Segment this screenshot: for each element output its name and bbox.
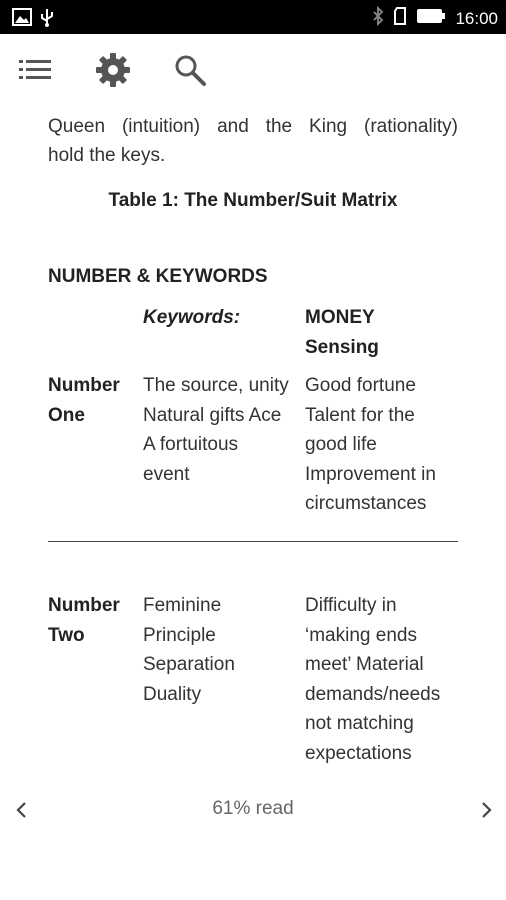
keyword-line: event bbox=[143, 463, 190, 485]
money-line: Good fortune bbox=[305, 375, 416, 396]
bluetooth-icon bbox=[372, 6, 384, 31]
reading-content bbox=[48, 112, 458, 215]
table-row-number bbox=[48, 591, 120, 650]
sim-icon bbox=[393, 7, 407, 30]
keyword-line: Feminine bbox=[143, 595, 222, 616]
keyword-line: Duality bbox=[143, 683, 202, 705]
table-header-money-line: MONEY bbox=[305, 307, 375, 328]
table-row-money bbox=[305, 371, 436, 519]
money-line: Talent for the bbox=[305, 404, 415, 426]
table-header-money bbox=[305, 303, 379, 362]
row-divider bbox=[48, 541, 458, 542]
money-line: ‘making ends bbox=[305, 624, 417, 646]
status-bar bbox=[0, 0, 506, 34]
paragraph-line: hold the keys. bbox=[48, 145, 166, 166]
money-line: demands/needs bbox=[305, 683, 441, 705]
table-row-number bbox=[48, 371, 120, 430]
battery-icon bbox=[416, 8, 446, 29]
table-header-money-line: Sensing bbox=[305, 336, 379, 358]
table-row-keywords bbox=[143, 371, 289, 489]
image-icon bbox=[12, 8, 32, 31]
table-header-keywords: Keywords: bbox=[143, 307, 241, 328]
number-label: One bbox=[48, 404, 85, 426]
reading-progress: 61% read bbox=[212, 798, 294, 819]
chevron-right-icon[interactable] bbox=[472, 796, 500, 824]
money-line: circumstances bbox=[305, 493, 427, 514]
keyword-line: The source, unity bbox=[143, 375, 289, 396]
table-row-money bbox=[305, 591, 440, 768]
money-line: Difficulty in bbox=[305, 595, 397, 616]
keyword-line: Principle bbox=[143, 624, 216, 646]
usb-icon bbox=[40, 7, 54, 32]
clock-time: 16:00 bbox=[455, 8, 498, 28]
keyword-line: Separation bbox=[143, 654, 235, 675]
keyword-line: Natural gifts Ace bbox=[143, 404, 282, 426]
number-label: Number bbox=[48, 595, 120, 616]
money-line: Improvement in bbox=[305, 463, 436, 485]
reader-footer bbox=[0, 790, 506, 830]
keyword-line: A fortuitous bbox=[143, 434, 239, 455]
gear-icon[interactable] bbox=[93, 50, 133, 90]
money-line: not matching bbox=[305, 713, 414, 734]
search-icon[interactable] bbox=[170, 50, 210, 90]
reader-toolbar bbox=[0, 34, 506, 106]
money-line: meet’ Material bbox=[305, 654, 424, 675]
list-icon[interactable] bbox=[15, 50, 55, 90]
paragraph-line: Queen (intuition) and the King (rationality) bbox=[48, 116, 458, 137]
table-row-keywords bbox=[143, 591, 235, 709]
number-label: Number bbox=[48, 375, 120, 396]
number-label: Two bbox=[48, 624, 85, 646]
money-line: good life bbox=[305, 434, 377, 455]
table-caption: Table 1: The Number/Suit Matrix bbox=[108, 190, 398, 211]
money-line: expectations bbox=[305, 742, 412, 764]
section-heading: NUMBER & KEYWORDS bbox=[48, 266, 268, 287]
